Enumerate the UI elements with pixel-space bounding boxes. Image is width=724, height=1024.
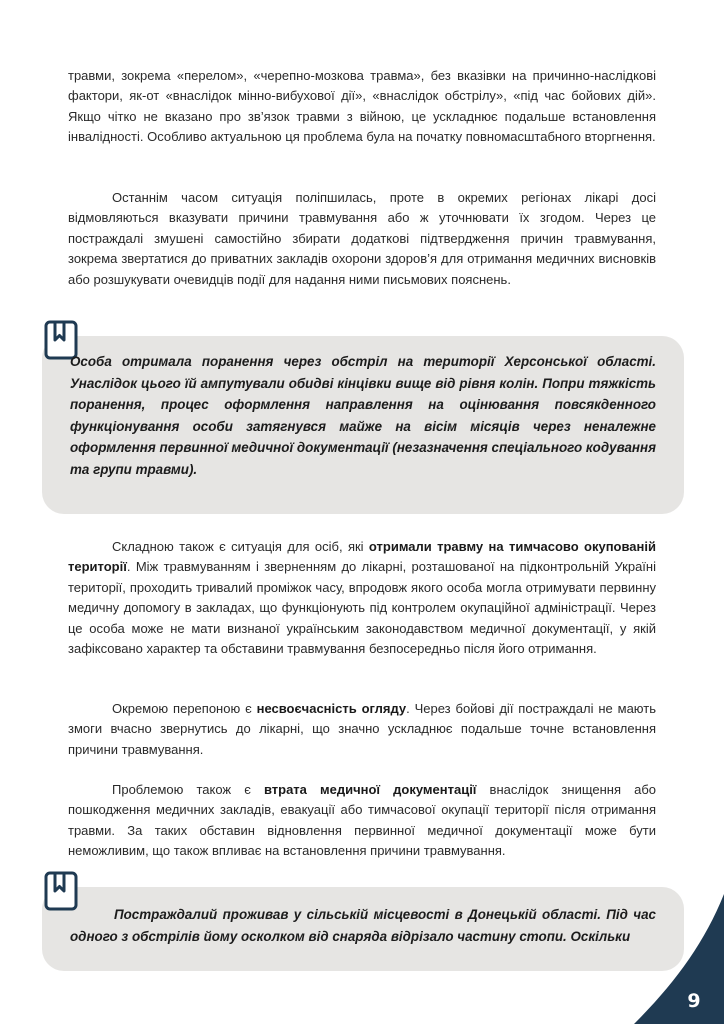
page-number: 9 [687, 990, 701, 1012]
highlight-document-loss: втрата медичної документації [263, 782, 477, 797]
paragraph-2: Останнім часом ситуація поліпшилась, проте в окремих регіонах лікарі досі відмовляються вказувати причини травмування або ж уточнювати їх згодом. Через це постраждалі змушені самостійно збирати додаткові підтвердження причин травмування, зокрема звертатися до приватних закладів охорони здоров’я для отримання медичних висновків або розшукувати очевидців події для надання ними письмових пояснень. [68, 190, 656, 287]
highlight-occupied-territory: отримали травму на тимчасово окупованій території [68, 539, 656, 575]
highlight-untimely-examination: несвоєчасність огляду [256, 701, 407, 716]
case-text-1: Особа отримала поранення через обстріл на території Херсонської області. Унаслідок цього їй ампутували обидві кінцівки вище від рівня колін. Попри тяжкість поранення, процес оформлення направлення на оцінювання повсякденного функціонування особи затягнувся майже на вісім місяців через неналежне оформлення первинної медичної документації (незазначення спеціального кодування та групи травми). [70, 354, 656, 477]
paragraph-5: Проблемою також є втрата медичної документації внаслідок знищення або пошкодження медичних закладів, евакуації або тимчасової окупації території після отримання травми. За таких обставин відновлення первинної медичної документації може бути неможливим, що також впливає на встановлення причини травмування. [68, 782, 656, 859]
paragraph-3: Складною також є ситуація для осіб, які отримали травму на тимчасово окупованій території. Між травмуванням і зверненням до лікарні, розташованої на підконтрольній Україні території, проходить тривалий проміжок часу, впродовж якого особа могла отримувати первинну медичну допомогу в закладах, що функціонують під контролем окупаційної адміністрації. Через це особа може не мати визнаної українським законодавством медичної документації, у якій зафіксовано характер та обставини травмування безпосередньо після його отримання. [68, 539, 656, 657]
case-text-2: Постраждалий проживав у сільській місцевості в Донецькій області. Під час одного з обстрілів йому осколком від снаряда відрізало частину стопи. Оскільки [70, 907, 656, 944]
paragraph-4: Окремою перепоною є несвоєчасність огляду. Через бойові дії постраждалі не мають змоги вчасно звернутись до лікарні, що значно ускладнює подальше точне встановлення причини травмування. [68, 701, 656, 757]
paragraph-1: травми, зокрема «перелом», «черепно-мозкова травма», без вказівки на причинно-наслідкові фактори, як-от «внаслідок мінно-вибухової дії», «внаслідок обстрілу», «під час бойових дій». Якщо чітко не вказано про зв’язок травми з війною, це ускладнює подальше встановлення інвалідності. Особливо актуальною ця проблема була на початку повномасштабного вторгнення. [68, 68, 656, 145]
